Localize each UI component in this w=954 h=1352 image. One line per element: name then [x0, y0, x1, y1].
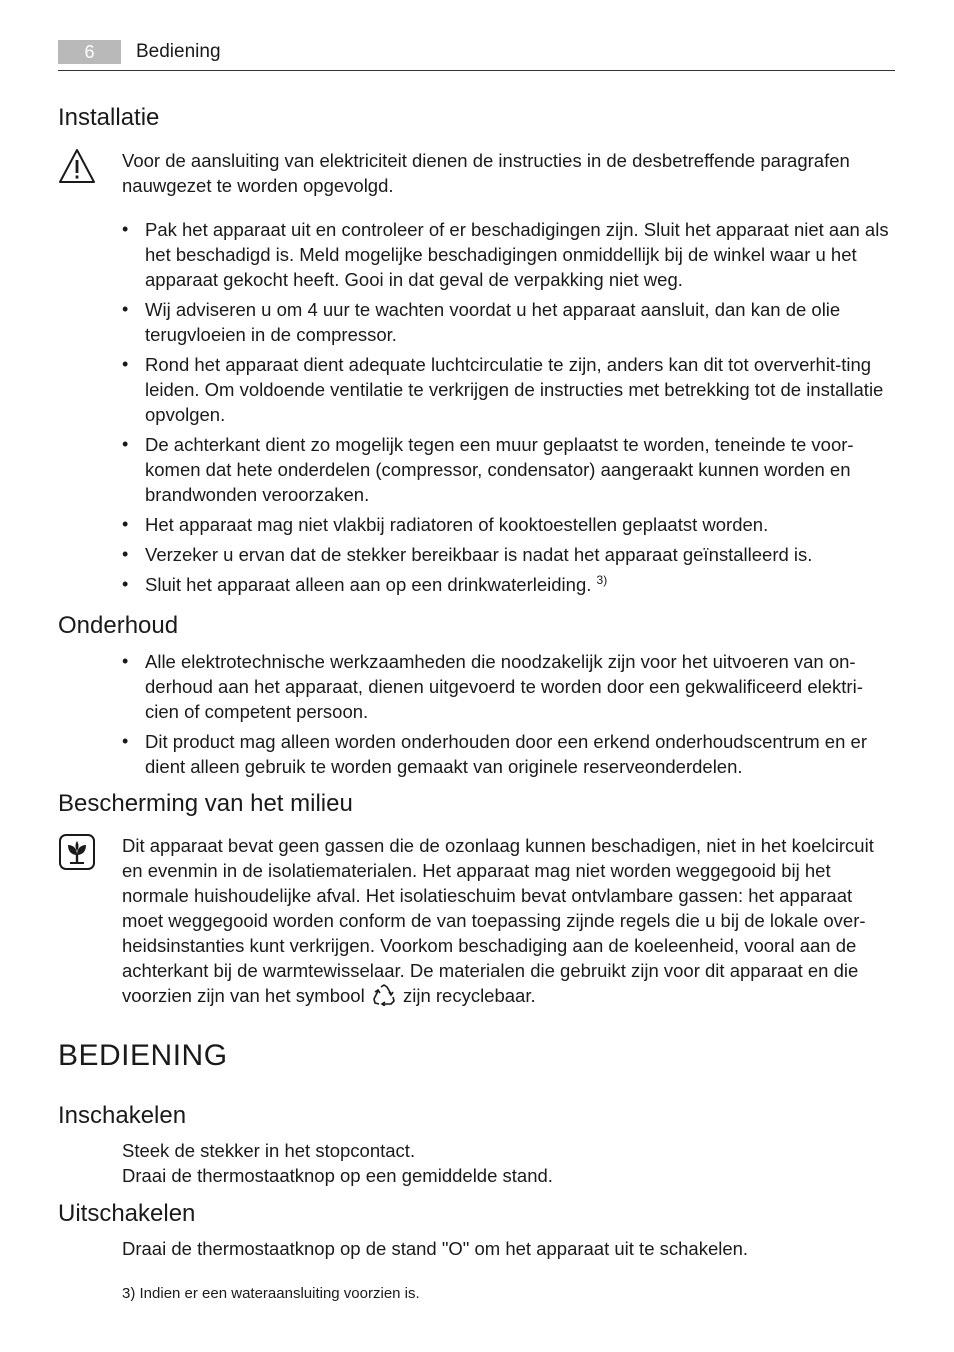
inschakelen-line-2: Draai de thermostaatknop op een gemiddelde stand.: [122, 1165, 553, 1186]
list-item: • Verzeker u ervan dat de stekker bereikbaar is nadat het apparaat geïnstalleerd is.: [122, 542, 894, 567]
milieu-heading: Bescherming van het milieu: [58, 790, 353, 817]
footnote-reference: 3): [596, 572, 608, 587]
installatie-warning-text: Voor de aansluiting van elektriciteit dienen de instructies in de desbetreffende paragrafen nauwgezet te worden opgevolgd.: [122, 150, 850, 196]
list-item: • De achterkant dient zo mogelijk tegen een muur geplaatst te worden, teneinde te voor-komen dat hete onderdelen (compressor, condensator) aangeraakt kunnen worden en brandwonden veroorzaken.: [122, 432, 894, 507]
inschakelen-line-1: Steek de stekker in het stopcontact.: [122, 1140, 416, 1161]
page-number: 6: [58, 40, 121, 64]
milieu-text-after: zijn recyclebaar.: [402, 985, 536, 1006]
uitschakelen-heading: Uitschakelen: [58, 1200, 196, 1227]
list-item: • Dit product mag alleen worden onderhouden door een erkend onderhoudscentrum en er dient alleen gebruik te worden gemaakt van originele reserveonderdelen.: [122, 729, 894, 779]
running-title: Bediening: [136, 41, 221, 62]
bediening-title: BEDIENING: [58, 1039, 228, 1072]
installatie-bullet-list: [122, 217, 894, 602]
page-header: [58, 40, 895, 71]
list-item: • Het apparaat mag niet vlakbij radiatoren of kooktoestellen geplaatst worden.: [122, 512, 894, 537]
recycle-icon: [372, 984, 396, 1006]
list-item: • Alle elektrotechnische werkzaamheden die noodzakelijk zijn voor het uitvoeren van on-derhoud aan het apparaat, dienen uitgevoerd te worden door een gekwalificeerd elektri-cien of competent persoon.: [122, 649, 894, 724]
onderhoud-bullet-list: [122, 649, 894, 784]
onderhoud-heading: Onderhoud: [58, 612, 179, 639]
warning-triangle-icon: [58, 148, 96, 184]
list-item-text: Sluit het apparaat alleen aan op een drinkwaterleiding.: [145, 574, 592, 595]
environment-plant-icon: [58, 834, 96, 870]
installatie-heading: Installatie: [58, 104, 160, 131]
uitschakelen-text: Draai de thermostaatknop op de stand "O" om het apparaat uit te schakelen.: [122, 1238, 749, 1259]
list-item: • Wij adviseren u om 4 uur te wachten voordat u het apparaat aansluit, dan kan de olie terugvloeien in de compressor.: [122, 297, 894, 347]
inschakelen-heading: Inschakelen: [58, 1102, 187, 1129]
milieu-text-before: Dit apparaat bevat geen gassen die de ozonlaag kunnen beschadigen, niet in het koelcircuit en evenmin in de isolatiematerialen. Het apparaat mag niet worden weggegooid bij het normale huishoudelijke afval. Het isolatieschuim bevat ontvlambare gassen: het apparaat moet weggegooid worden conform de van toepassing zijnde regels die u bij de lokale over-heidsinstanties kunt verkrijgen. Voorkom beschadiging aan de koeleenheid, vooral aan de achterkant bij de warmtewisselaar. De materialen die gebruikt zijn voor dit apparaat en die voorzien zijn van het symbool: [122, 835, 874, 1006]
footnote: 3) Indien er een wateraansluiting voorzien is.: [122, 1285, 420, 1302]
list-item: • Rond het apparaat dient adequate luchtcirculatie te zijn, anders kan dit tot oververhit-ting leiden. Om voldoende ventilatie te verkrijgen de instructies met betrekking tot de installatie opvolgen.: [122, 352, 894, 427]
list-item: • Pak het apparaat uit en controleer of er beschadigingen zijn. Sluit het apparaat niet aan als het beschadigd is. Meld mogelijke beschadigingen onmiddellijk bij de winkel waar u het apparaat gekocht heeft. Gooi in dat geval de verpakking niet weg.: [122, 217, 894, 292]
list-item: [122, 572, 894, 597]
milieu-text: [122, 833, 894, 1008]
